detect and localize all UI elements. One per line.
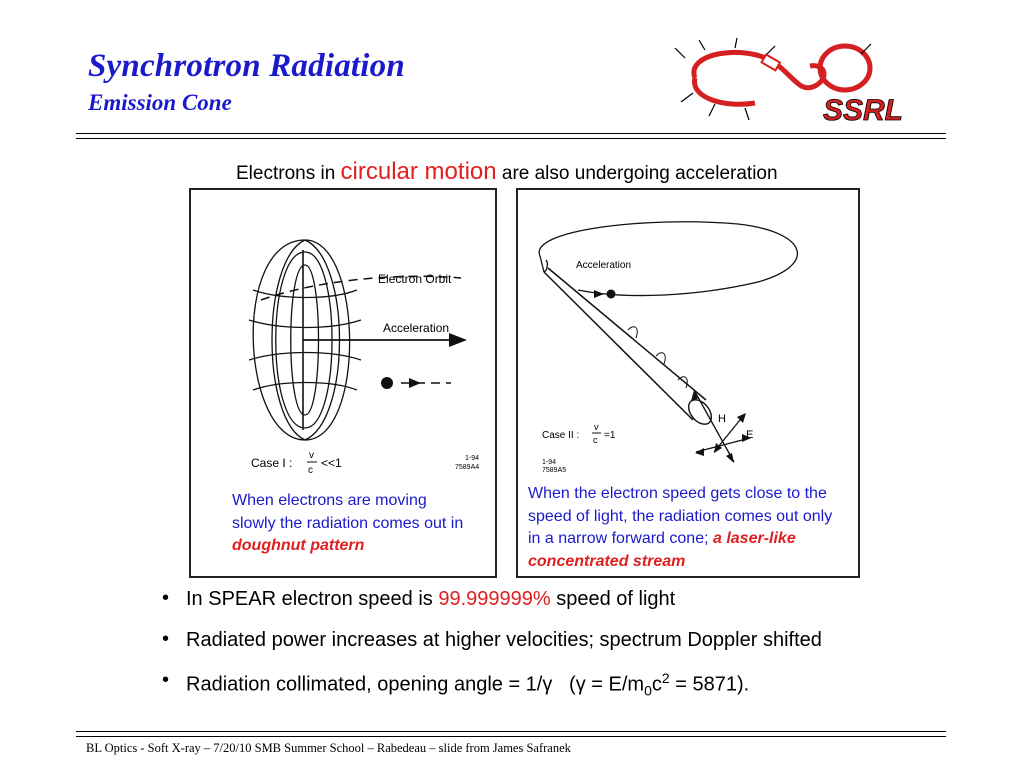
case2-frac-num: v [594, 422, 599, 432]
slide-subtitle: Emission Cone [88, 90, 232, 115]
case2-caption-em: a laser-like concentrated stream [528, 530, 796, 570]
bullet-2 [160, 629, 822, 670]
case1-fig-code-1: 1-94 [465, 455, 480, 462]
bullet-3-pre: Radiation collimated, opening angle = 1/ [186, 673, 543, 696]
label-electron-orbit: Electron Orbit [378, 272, 452, 286]
orbit-ellipse [539, 222, 797, 296]
doughnut-diagram [191, 190, 497, 480]
ssrl-logo [665, 38, 935, 138]
label-acceleration: Acceleration [383, 321, 450, 335]
case1-caption [232, 490, 472, 558]
bullet-3-sup: 2 [661, 670, 670, 686]
headline [236, 158, 778, 186]
case2-suffix: =1 [604, 430, 616, 441]
bullet-list [160, 588, 822, 711]
case2-prefix: Case II : [542, 430, 580, 441]
bullet-1-pre: In SPEAR electron speed is [186, 588, 439, 610]
bullet-3-tail: = 5871). [669, 673, 750, 696]
footer-rule-top [76, 731, 946, 732]
case1-suffix: <<1 [321, 456, 342, 470]
footer-text: BL Optics - Soft X-ray – 7/20/10 SMB Summer School – Rabedeau – slide from James Safranek [86, 741, 571, 755]
bullet-3 [160, 670, 822, 711]
case1-caption-em: doughnut pattern [232, 537, 365, 554]
bullet-2-text: Radiated power increases at higher velocities; spectrum Doppler shifted [186, 629, 822, 651]
bullet-3-sub: 0 [644, 682, 652, 699]
case1-panel [189, 188, 497, 578]
electron-dot-2 [607, 290, 616, 299]
electron-dot [381, 377, 393, 389]
bullet-3-gamma: γ [542, 673, 553, 696]
bullet-3-c: c [651, 673, 662, 696]
forward-cone-diagram [518, 190, 860, 480]
bullet-3-paren: ( [552, 673, 576, 696]
header-rule-bottom [76, 138, 946, 139]
case2-fig-code-2: 7589A5 [542, 467, 567, 474]
bullet-1-post: speed of light [550, 588, 676, 610]
footer-rule-bottom [76, 736, 946, 737]
bullet-3-eq: = E/m [585, 673, 645, 696]
cone-edge-bottom [548, 268, 706, 400]
case1-frac-num: v [309, 450, 314, 461]
case2-frac-den: c [593, 435, 598, 445]
headline-pre: Electrons in [236, 163, 341, 184]
label-acceleration-2: Acceleration [576, 260, 632, 271]
case2-caption-main: When the electron speed gets close to the speed of light, the radiation comes out only in a narrow forward cone; [528, 485, 833, 547]
headline-highlight: circular motion [340, 158, 497, 185]
case2-panel [516, 188, 860, 578]
case1-caption-main: When electrons are moving slowly the radiation comes out in [232, 492, 464, 532]
bullet-1 [160, 588, 822, 629]
case1-frac-den: c [308, 465, 313, 476]
case1-fig-code-2: 7589A4 [455, 464, 480, 471]
case2-caption [528, 483, 848, 573]
bullet-1-value: 99.999999% [438, 588, 551, 610]
case1-prefix: Case I : [251, 456, 293, 470]
case2-fig-code-1: 1-94 [542, 459, 557, 466]
header-rule-top [76, 133, 946, 134]
slide-title: Synchrotron Radiation [88, 48, 405, 84]
ssrl-logo-text: SSRL [823, 94, 904, 127]
label-e: E [746, 429, 754, 441]
bullet-3-gamma-2: γ [575, 673, 586, 696]
label-h: H [718, 413, 726, 425]
headline-post: are also undergoing acceleration [496, 163, 778, 184]
